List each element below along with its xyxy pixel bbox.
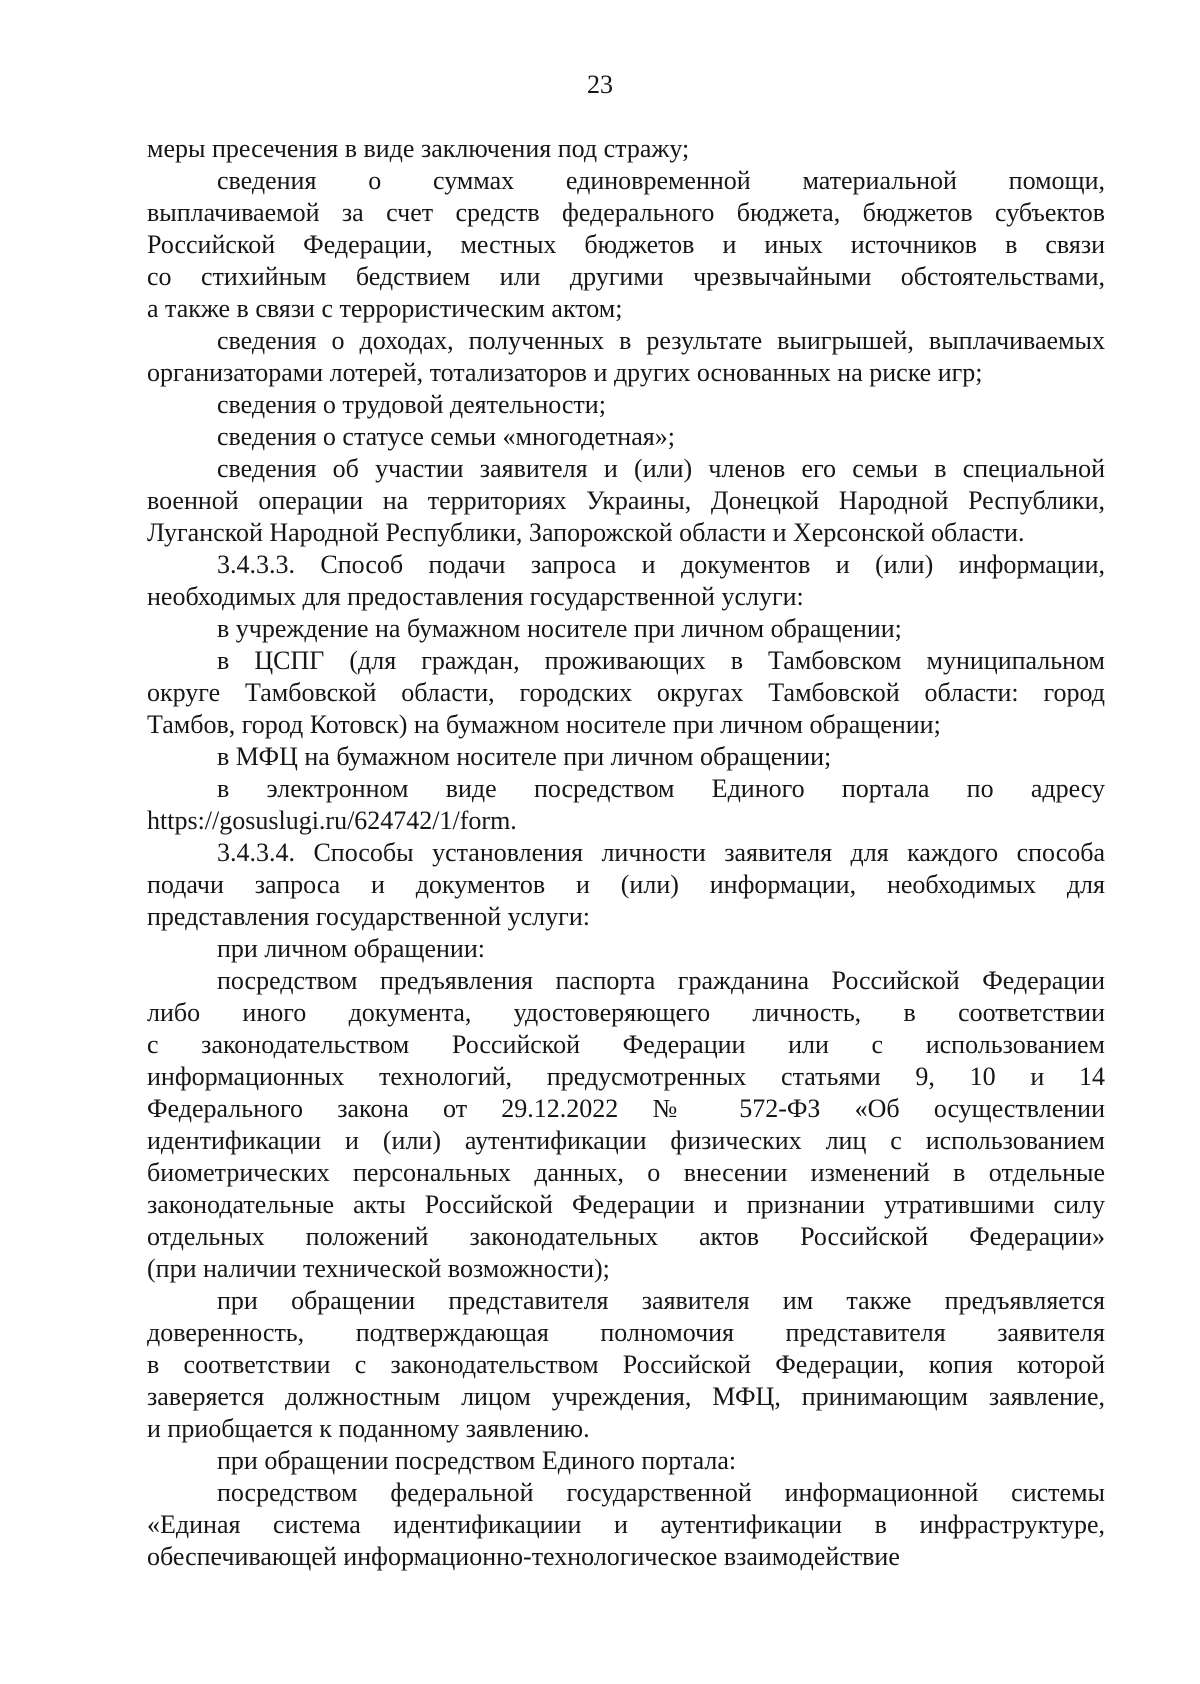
paragraph: [147, 965, 1105, 1285]
text-line: Тамбов, город Котовск) на бумажном носителе при личном обращении;: [147, 710, 941, 739]
paragraph: [147, 1285, 1105, 1445]
text-line: 3.4.3.4. Способы установления личности заявителя для каждого способа: [217, 838, 1105, 867]
paragraph: [147, 389, 1105, 421]
paragraph: [147, 741, 1105, 773]
text-line: обеспечивающей информационно-технологическое взаимодействие: [147, 1542, 900, 1571]
text-line: Федерального закона от 29.12.2022 № 572-ФЗ «Об осуществлении: [147, 1094, 1105, 1123]
paragraph: [147, 325, 1105, 389]
text-line: округе Тамбовской области, городских округах Тамбовской области: город: [147, 678, 1105, 707]
paragraph: [147, 1477, 1105, 1573]
text-line: заверяется должностным лицом учреждения, МФЦ, принимающим заявление,: [147, 1382, 1105, 1411]
text-line: при обращении представителя заявителя им также предъявляется: [217, 1286, 1105, 1315]
text-line: меры пресечения в виде заключения под стражу;: [147, 134, 690, 163]
text-line: в соответствии с законодательством Российской Федерации, копия которой: [147, 1350, 1105, 1379]
text-line: законодательные акты Российской Федерации и признании утратившими силу: [147, 1190, 1105, 1219]
text-line: при личном обращении:: [217, 934, 485, 963]
text-line: https://gosuslugi.ru/624742/1/form.: [147, 806, 517, 835]
text-line: биометрических персональных данных, о внесении изменений в отдельные: [147, 1158, 1105, 1187]
text-line: в учреждение на бумажном носителе при личном обращении;: [217, 614, 902, 643]
text-line: сведения о доходах, полученных в результате выигрышей, выплачиваемых: [217, 326, 1105, 355]
text-line: доверенность, подтверждающая полномочия представителя заявителя: [147, 1318, 1105, 1347]
paragraph: [147, 645, 1105, 741]
text-line: идентификации и (или) аутентификации физических лиц с использованием: [147, 1126, 1105, 1155]
text-line: военной операции на территориях Украины, Донецкой Народной Республики,: [147, 486, 1105, 515]
text-line: организаторами лотерей, тотализаторов и других основанных на риске игр;: [147, 358, 983, 387]
text-line: сведения о статусе семьи «многодетная»;: [217, 422, 675, 451]
paragraph: [147, 133, 1105, 165]
text-line: сведения об участии заявителя и (или) членов его семьи в специальной: [217, 454, 1105, 483]
text-line: 3.4.3.3. Способ подачи запроса и документов и (или) информации,: [217, 550, 1105, 579]
text-line: либо иного документа, удостоверяющего личность, в соответствии: [147, 998, 1105, 1027]
document-body: [147, 133, 1105, 1573]
text-line: а также в связи с террористическим актом;: [147, 294, 623, 323]
paragraph: [147, 613, 1105, 645]
text-line: информационных технологий, предусмотренных статьями 9, 10 и 14: [147, 1062, 1105, 1091]
paragraph: [147, 1445, 1105, 1477]
paragraph: [147, 933, 1105, 965]
paragraph: [147, 453, 1105, 549]
paragraph: [147, 165, 1105, 325]
paragraph: [147, 421, 1105, 453]
paragraph: [147, 837, 1105, 933]
text-line: (при наличии технической возможности);: [147, 1254, 610, 1283]
text-line: подачи запроса и документов и (или) информации, необходимых для: [147, 870, 1105, 899]
text-line: сведения о суммах единовременной материальной помощи,: [217, 166, 1105, 195]
text-line: и приобщается к поданному заявлению.: [147, 1414, 590, 1443]
text-line: со стихийным бедствием или другими чрезвычайными обстоятельствами,: [147, 262, 1105, 291]
text-line: посредством федеральной государственной информационной системы: [217, 1478, 1105, 1507]
text-line: при обращении посредством Единого портала:: [217, 1446, 737, 1475]
text-line: посредством предъявления паспорта гражданина Российской Федерации: [217, 966, 1105, 995]
text-line: сведения о трудовой деятельности;: [217, 390, 606, 419]
text-line: Луганской Народной Республики, Запорожской области и Херсонской области.: [147, 518, 1025, 547]
page-number: 23: [587, 70, 613, 99]
text-line: в МФЦ на бумажном носителе при личном обращении;: [217, 742, 832, 771]
paragraph: [147, 549, 1105, 613]
text-line: необходимых для предоставления государственной услуги:: [147, 582, 804, 611]
paragraph: [147, 773, 1105, 837]
text-line: представления государственной услуги:: [147, 902, 590, 931]
text-line: Российской Федерации, местных бюджетов и иных источников в связи: [147, 230, 1105, 259]
text-line: отдельных положений законодательных актов Российской Федерации»: [147, 1222, 1105, 1251]
text-line: с законодательством Российской Федерации или с использованием: [147, 1030, 1105, 1059]
text-line: «Единая система идентификациии и аутентификации в инфраструктуре,: [147, 1510, 1105, 1539]
text-line: в электронном виде посредством Единого портала по адресу: [217, 774, 1105, 803]
text-line: выплачиваемой за счет средств федерального бюджета, бюджетов субъектов: [147, 198, 1105, 227]
text-line: в ЦСПГ (для граждан, проживающих в Тамбовском муниципальном: [217, 646, 1105, 675]
